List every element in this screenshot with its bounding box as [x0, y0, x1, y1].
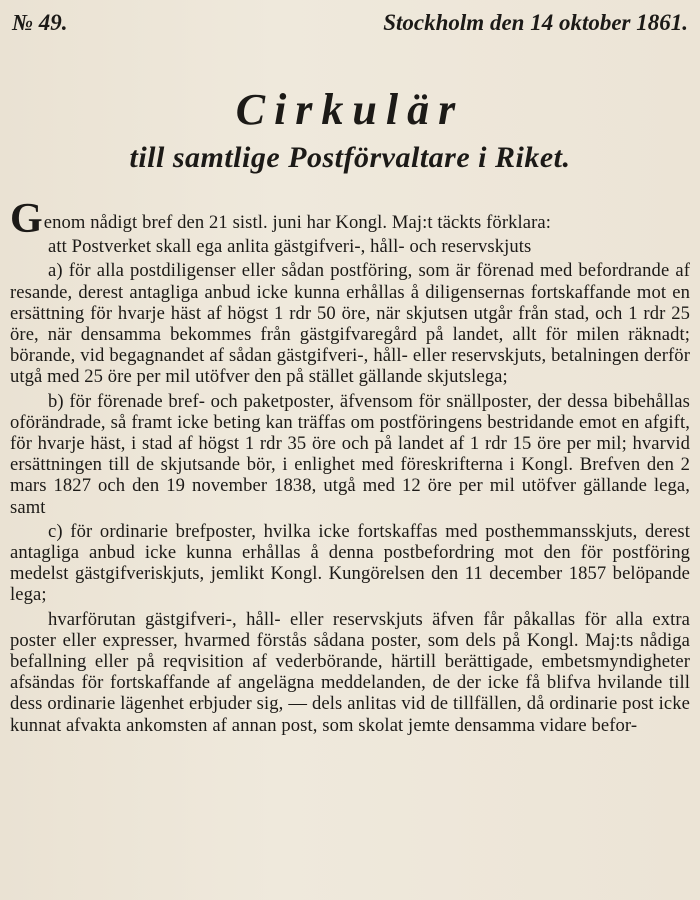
document-title: Cirkulär — [235, 85, 465, 134]
paragraph-a: a) för alla postdiligenser eller sådan postföring, som är förenad med befordrande af resande, derest antagliga anbud icke kunna erhållas å diligensernas fortskaffande mot en ersättning för hvarje häst af högst 1 rdr 50 öre, när skjutsen utgår från stad, och 1 rdr 25 öre, när densamma bekommes från gästgifvaregård på landet, allt för milen räknadt; börande, vid begagnandet af sådan gästgifveri-, håll- eller reservskjuts, betalningen derför utgå med 25 öre per mil utöfver den på stället gällande skjutslega; — [10, 260, 690, 388]
paragraph-1: att Postverket skall ega anlita gästgifveri-, håll- och reservskjuts — [48, 236, 532, 258]
intro-text: enom nådigt bref den 21 sistl. juni har Kongl. Maj:t täckts förklara: — [43, 212, 552, 233]
document-subtitle: till samtlige Postförvaltare i Riket. — [129, 141, 571, 174]
place-and-date: Stockholm den 14 oktober 1861. — [383, 10, 688, 35]
paragraph-c: c) för ordinarie brefposter, hvilka icke fortskaffas med posthemmansskjuts, derest antagliga anbud icke kunna erhållas å denna postbefordring mot den för postföring medelst gästgifveriskjuts, jemlikt Kongl. Kungörelsen den 11 december 1857 belöpande lega; — [10, 520, 690, 606]
paragraph-closing: hvarförutan gästgifveri-, håll- eller reservskjuts äfven får påkallas för alla extra poster eller expresser, hvarmed förstås sådana poster, som dels på Kongl. Maj:ts nådiga befallning eller på reqvisition af vederbörande, härtill berättigade, embetsmyndigheter afsändas för fortskaffande af angelägna meddelanden, de der icke få blifva hvilande till dess ordinarie lägenhet erbjuder sig, — dels anlitas vid de tillfällen, då ordinarie post icke kunnat afvakta ankomsten af annan post, som skolat jemte densamma vidare befor- — [10, 608, 690, 736]
document-header — [10, 6, 690, 36]
circular-number: № 49. — [12, 10, 68, 35]
document-body — [10, 196, 690, 736]
drop-cap: G — [10, 196, 43, 242]
paragraph-b: b) för förenade bref- och paketposter, äfvensom för snällposter, der dessa bibehållas oförändrade, så framt icke beting kan träffas om postföringens bestridande emot en afgift, för hvarje häst, i stad af högst 1 rdr 35 öre och på landet af 1 rdr 15 öre per mil; hvarvid ersättningen till de skjutsande bör, i enlighet med föreskrifterna i Kongl. Brefven den 2 mars 1827 och den 19 november 1838, utgå med 12 öre per mil utöfver gällande lega, samt — [10, 390, 690, 518]
intro-paragraph — [10, 196, 690, 242]
